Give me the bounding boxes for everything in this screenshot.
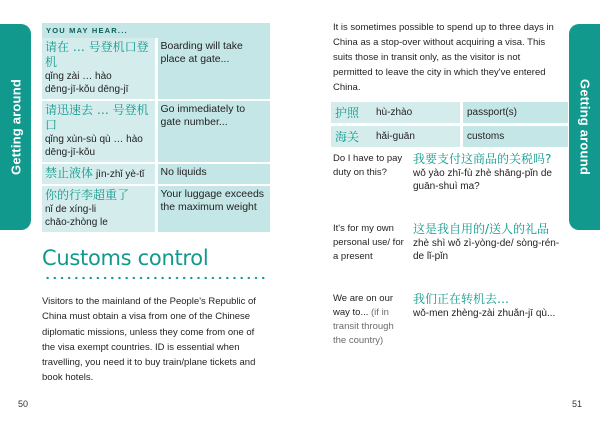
vocab-english: passport(s) [462,102,569,125]
question-chinese: 我要支付这商品的关税吗? [413,152,552,166]
vocab-chinese: 护照 [331,102,372,125]
page-number-right: 51 [572,399,583,409]
phrase-pinyin: qǐng zài … hào [45,71,112,82]
question-english: Do I have to pay duty on this? [333,153,403,178]
question-chinese: 我们正在转机去… [413,292,510,306]
section-tab-label: Getting around [8,79,23,175]
vocab-pinyin: hǎi-guān [372,125,462,148]
phrase-chinese: 请迅速去 … 号登机口 [45,103,149,132]
question-block [333,222,568,284]
vocab-table [331,102,568,147]
phrase-pinyin: dēng-jī-kǒu [45,147,96,158]
dotted-divider [44,276,266,280]
phrase-english: Go immediately to gate number... [156,100,270,163]
you-may-hear-table [42,23,270,232]
section-heading: Customs control [42,246,209,270]
vocab-row [331,125,568,148]
body-paragraph: Visitors to the mainland of the People's Republic of China must obtain a visa from one of the Chinese diplomatic missions, unless they come from one of the visa exempt countries. ID is essential when travelling, you need it to buy train/plane tickets and book hotels. [42,296,256,384]
section-tab-label: Getting around [577,79,592,175]
page-number-left: 50 [18,399,29,409]
phrase-pinyin: nǐ de xíng-li [45,204,97,215]
phrase-row [42,185,270,232]
question-block [333,152,568,212]
table-header: YOU MAY HEAR... [42,23,270,38]
phrase-english: Boarding will take place at gate... [156,38,270,100]
question-english: It's for my own personal use/ for a present [333,223,404,262]
phrase-row [42,100,270,163]
section-tab-left [0,24,31,230]
phrase-pinyin: chāo-zhòng le [45,217,108,228]
question-chinese: 这是我自用的/送人的礼品 [413,222,550,236]
phrase-pinyin: dēng-jī-kǒu dēng-jī [45,84,129,95]
question-pinyin: wǒ yào zhī-fù zhè shāng-pǐn de guān-shuì ma? [413,168,552,192]
vocab-row [331,102,568,125]
vocab-pinyin: hù-zhào [372,102,462,125]
phrase-pinyin: qǐng xùn-sù qù … hào [45,134,143,145]
intro-paragraph: It is sometimes possible to spend up to three days in China as a stop-over without acquiring a visa. This suits those in transit only, as the visitor is not permitted to leave the city in which they've entered China. [333,22,554,93]
question-note: (if in transit through the country) [333,307,394,346]
question-block [333,292,568,356]
phrase-chinese: 请在 … 号登机口登机 [45,40,149,69]
phrase-pinyin: jìn-zhǐ yè-tǐ [95,169,145,180]
phrase-row [42,38,270,100]
question-pinyin: zhè shì wǒ zì-yòng-de/ sòng-rén-de lǐ-pǐn [413,238,560,262]
section-tab-right [569,24,600,230]
question-pinyin: wǒ-men zhèng-zài zhuǎn-jī qù... [413,308,556,319]
question-english: We are on our way to... [333,293,394,318]
vocab-english: customs [462,125,569,148]
phrase-chinese: 你的行李超重了 [45,188,130,202]
vocab-chinese: 海关 [331,125,372,148]
phrase-chinese: 禁止液体 [45,166,94,180]
phrase-row [42,163,270,185]
phrase-english: No liquids [156,163,270,185]
phrase-english: Your luggage exceeds the maximum weight [156,185,270,232]
